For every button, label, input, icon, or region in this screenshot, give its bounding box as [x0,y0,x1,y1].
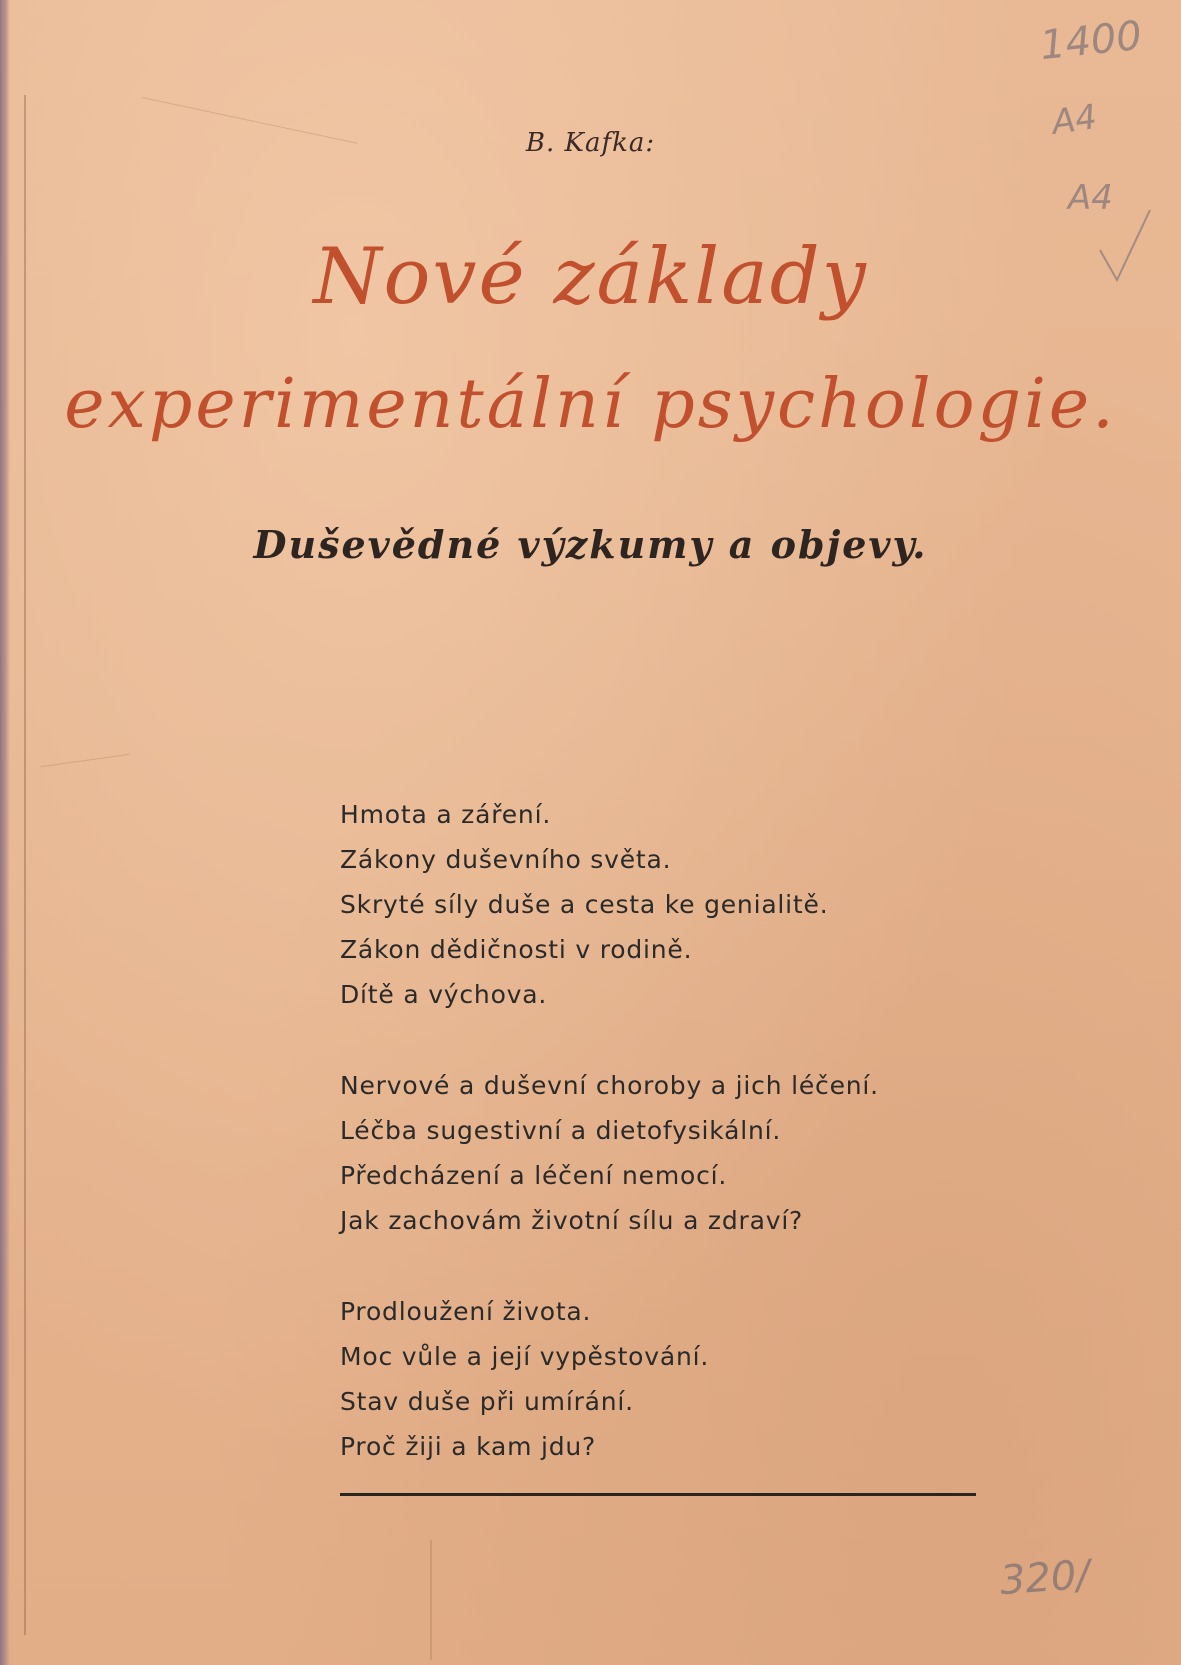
title-line-2: experimentální psychologie. [64,365,1117,444]
contents-item: Jak zachovám životní sílu a zdraví? [340,1206,804,1235]
contents-item: Zákony duševního světa. [340,845,672,874]
pencil-note-format: A4 [1068,178,1113,218]
contents-item: Zákon dědičnosti v rodině. [340,935,693,964]
subtitle: Duševědné výzkumy a objevy. [253,522,928,567]
contents-item: Stav duše při umírání. [340,1387,634,1416]
contents-item: Dítě a výchova. [340,980,548,1009]
contents-item: Hmota a záření. [340,800,552,829]
pencil-note-code: A4 [1049,97,1100,143]
pencil-note-bottom: 320/ [998,1551,1092,1605]
horizontal-rule [340,1493,976,1496]
contents-item: Skryté síly duše a cesta ke genialitě. [340,890,829,919]
contents-group-3 [340,1289,980,1469]
contents-item: Proč žiji a kam jdu? [340,1432,597,1461]
spine-fold-line [24,95,26,1635]
contents-item: Léčba sugestivní a dietofysikální. [340,1116,782,1145]
contents-item: Prodloužení života. [340,1297,592,1326]
contents-group-2 [340,1063,980,1243]
title-line-1: Nové základy [313,232,868,322]
contents-list [340,792,980,1515]
pencil-note-price: 1400 [1037,12,1144,70]
paper-crease [40,754,129,768]
contents-item: Předcházení a léčení nemocí. [340,1161,728,1190]
contents-item: Nervové a duševní choroby a jich léčení. [340,1071,879,1100]
author-name: B. Kafka: [525,128,656,158]
paper-crease [430,1540,432,1660]
contents-item: Moc vůle a její vypěstování. [340,1342,710,1371]
contents-group-1 [340,792,980,1017]
